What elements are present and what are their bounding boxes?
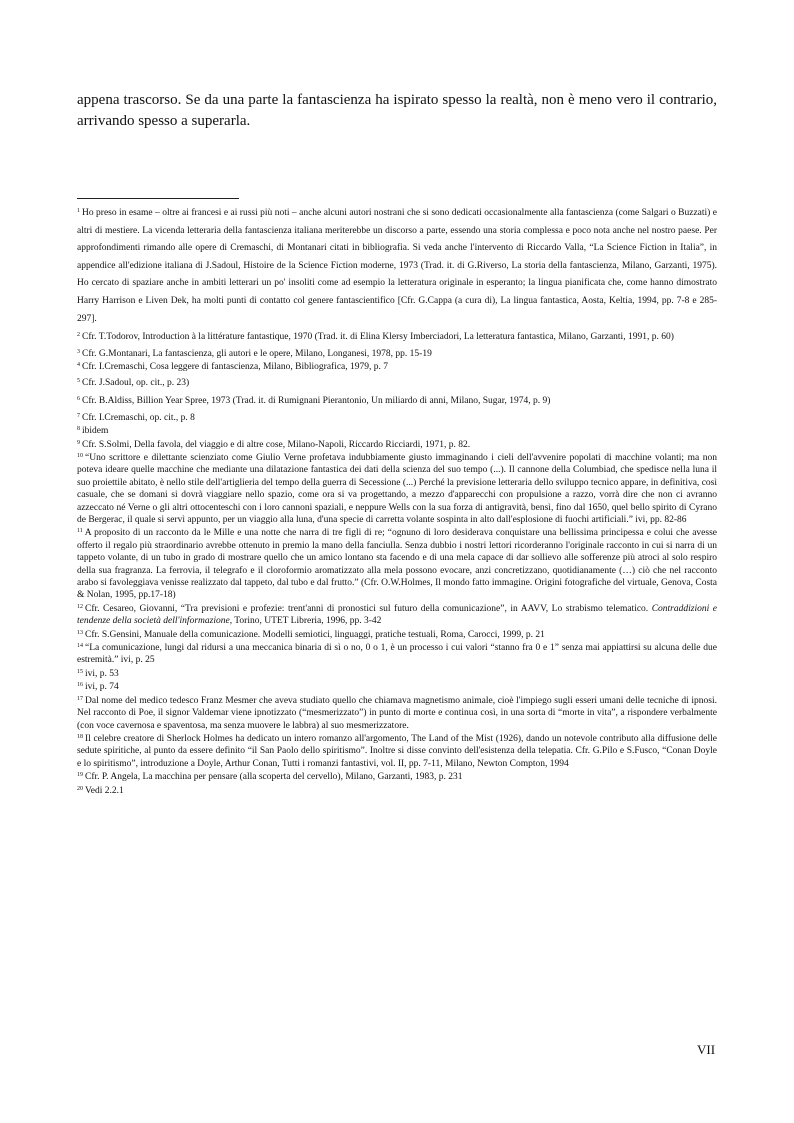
body-paragraph: appena trascorso. Se da una parte la fantascienza ha ispirato spesso la realtà, non è meno vero il contrario, arrivando spesso a superarla. bbox=[77, 92, 717, 129]
footnote-8: $^8$ ibidem bbox=[77, 426, 109, 437]
footnote-4: $^4$ Cfr. I.Cremaschi, Cosa leggere di fantascienza, Milano, Bibliografica, 1979, p. 7 bbox=[77, 362, 389, 373]
footnote-19: $^{19}$ Cfr. P. Angela, La macchina per pensare (alla scoperta del cervello), Milano, Garzanti, 1983, p. 231 bbox=[77, 772, 463, 783]
footnote-20: $^{20}$ Vedi 2.2.1 bbox=[77, 785, 124, 796]
footnote-14: $^{14}$ “La comunicazione, lungi dal ridursi a una meccanica binaria di sì o no, 0 o 1, è un processo i cui valori “stanno fra 0 e 1” senza mai appiattirsi su alcuna delle due estremità.” ivi, p. 25 bbox=[77, 643, 717, 666]
footnote-12-italic: Contraddizioni e tendenze della società dell'informazione bbox=[77, 603, 717, 627]
footnote-separator bbox=[77, 198, 239, 199]
footnote-7: $^7$ Cfr. I.Cremaschi, op. cit., p. 8 bbox=[77, 412, 195, 423]
footnote-6: $^6$ Cfr. B.Aldiss, Billion Year Spree, 1973 (Trad. it. di Rumignani Pierantonio, Un miliardo di anni, Milano, Sugar, 1974, p. 9) bbox=[77, 396, 551, 407]
footnote-5: $^5$ Cfr. J.Sadoul, op. cit., p. 23) bbox=[77, 377, 190, 388]
footnote-11: $^{11}$ A proposito di un racconto da le Mille e una notte che narra di tre figli di re; “ognuno di loro desiderava conquistare una bellissima principessa e colui che avesse offerto il regalo più straordinario avrebbe ottenuto in premio la mano della fanciulla. Senza dubbio i nostri lettori ricorderanno l'originale racconto in cui si narra di un tappeto volante, di un tubo in grado di mostrare quello che un amico lontano sta facendo e di una mela capace di dar sollievo alle sofferenze più atroci al solo respiro della sua fragranza. La ferrovia, il telegrafo e il cloroformio aromatizzato alla mela possono evocare, anzi concretizzano, quotidianamente (…) ciò che nel racconto arabo si favoleggiava venisse realizzato dal tappeto, dal tubo e dal frutto.” (Cfr. O.W.Holmes, Il mondo fatto immagine. Origini fotografiche del virtuale, Genova, Costa & Nolan, 1995, pp.17-18) bbox=[77, 528, 717, 601]
footnote-3: $^3$ Cfr. G.Montanari, La fantascienza, gli autori e le opere, Milano, Longanesi, 1978, pp. 15-19 bbox=[77, 348, 432, 359]
footnote-18: $^{18}$ Il celebre creatore di Sherlock Holmes ha dedicato un intero romanzo all'argomento, The Land of the Mist (1926), dando un notevole contributo alla diffusione delle sedute spiritiche, al punto da essere definito “il San Paolo dello spiritismo”. Inoltre si disse convinto dell'esistenza della telepatia. Cfr. G.Pilo e S.Fusco, “Conan Doyle e lo spiritismo”, introduzione a Doyle, Arthur Conan, Tutti i romanzi fantastivi, vol. II, pp. 7-11, Milano, Newton Compton, 1994 bbox=[77, 733, 717, 769]
footnote-2: $^2$ Cfr. T.Todorov, Introduction à la littérature fantastique, 1970 (Trad. it. di Elina Klersy Imberciadori, La letteratura fantastica, Milano, Garzanti, 1991, p. 60) bbox=[77, 332, 674, 343]
footnote-12: $^{12}$ Cfr. Cesareo, Giovanni, “Tra previsioni e profezie: trent'anni di pronostici sul futuro della comunicazione”, in AAVV, Lo strabismo telematico. Contraddizioni e tendenze della società dell'informazione, Torino, UTET Libreria, 1996, pp. 3-42 bbox=[77, 603, 717, 627]
page-content bbox=[77, 90, 717, 798]
footnote-13: $^{13}$ Cfr. S.Gensini, Manuale della comunicazione. Modelli semiotici, linguaggi, pratiche testuali, Roma, Carocci, 1999, p. 21 bbox=[77, 629, 545, 640]
footnote-10: $^{10}$ “Uno scrittore e dilettante scienziato come Giulio Verne profetava indubbiamente giusto immaginando i cieli dell'avvenire popolati di macchine volanti; ma non poteva ideare quelle macchine che mediante una dilatazione fantastica dei dati della scienza del suo tempo (...). Il cannone della Columbiad, che spedisce nella luna il suo proiettile abitato, è nello stile dell'artiglieria del tempo della guerra di Secessione (...) Perché la previsione letteraria dello sviluppo tecnico appare, in definitiva, così casuale, che se domani si dovrà viaggiare nello spazio, come ora si va progettando, a mezzo d'apparecchi con propulsione a razzo, vorrà dire che non ci avranno azzeccato né Verne o gli altri ottocenteschi con i loro cannoni spaziali, e neppure Wells con la sua forza di antigravità, bensì, fino dal 1650, quel bello spirito di Cyrano de Bergerac, il quale si servì appunto, per un viaggio alla luna, d'una specie di carretta volante sospinta in alto dall'esplosione di fuochi artificiali.” ivi, pp. 82-86 bbox=[77, 452, 717, 525]
footnote-9: $^9$ Cfr. S.Solmi, Della favola, del viaggio e di altre cose, Milano-Napoli, Riccardo Ricciardi, 1971, p. 82. bbox=[77, 439, 471, 450]
footnotes bbox=[77, 205, 717, 797]
footnote-1: $^1$ Ho preso in esame – oltre ai francesi e ai russi più noti – anche alcuni autori nostrani che si sono dedicati occasionalmente alla fantascienza (come Salgari o Buzzati) e altri di mestiere. La vicenda letteraria della fantascienza italiana meriterebbe un discorso a parte, essendo una storia complessa e poco nota anche nel nostro paese. Per approfondimenti rimando alle opere di Cremaschi, di Montanari citati in bibliografia. Si veda anche l'intervento di Riccardo Valla, “La Science Fiction in Italia”, in appendice all'edizione italiana di J.Sadoul, Histoire de la Science Fiction moderne, 1973 (Trad. it. di G.Riverso, La storia della fantascienza, Milano, Garzanti, 1975). Ho cercato di spaziare anche in ambiti letterari un po' insoliti come ad esempio la letteratura originale in esperanto; la lingua pianificata che, come hanno dimostrato Harry Harrison e Liven Dek, ha molti punti di contatto col genere fantascientifico [Cfr. G.Cappa (a cura di), La lingua fantastica, Aosta, Keltia, 1994, pp. 7-8 e 285-297]. bbox=[77, 208, 717, 324]
footnote-16: $^{16}$ ivi, p. 74 bbox=[77, 682, 119, 693]
footnote-17: $^{17}$ Dal nome del medico tedesco Franz Mesmer che aveva studiato quello che chiamava magnetismo animale, cioè l'impiego sugli esseri umani delle tecniche di ipnosi. Nel racconto di Poe, il signor Valdemar viene ipnotizzato (“mesmerizzato”) in punto di morte e continua così, in una sorta di “morte in vita”, a rispondere verbalmente (con voce cavernosa e spaventosa, ma senza muovere le labbra) al suo mesmerizzatore. bbox=[77, 695, 717, 731]
footnote-15: $^{15}$ ivi, p. 53 bbox=[77, 668, 119, 679]
page-number: VII bbox=[697, 1042, 716, 1057]
